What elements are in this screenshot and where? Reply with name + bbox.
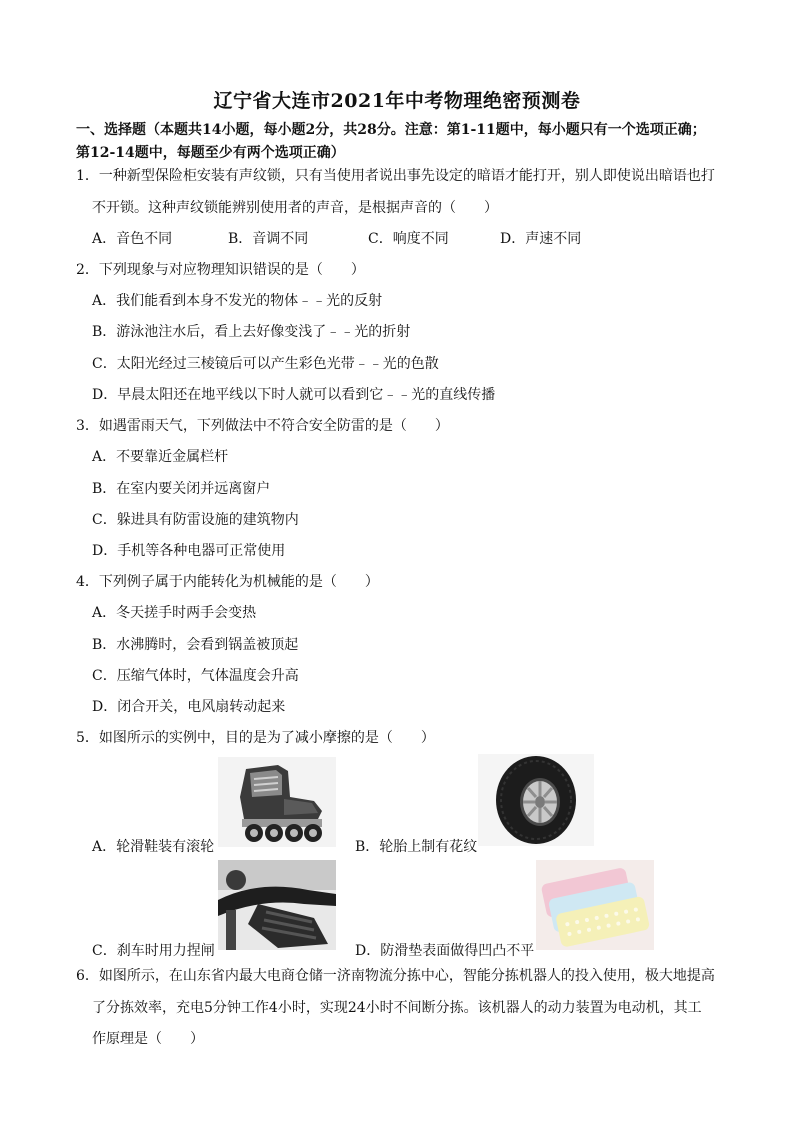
question-6-stem-cont: 了分拣效率，充电5分钟工作4小时，实现24小时不间断分拣。该机器人的动力装置为电动机，其工 xyxy=(92,1000,702,1016)
question-3-option-b: B．在室内要关闭并远离窗户 xyxy=(92,481,271,497)
question-1-stem: 1．一种新型保险柜安装有声纹锁，只有当使用者说出事先设定的暗语才能打开，别人即使说出暗语也打 xyxy=(76,168,715,184)
question-6-stem: 6．如图所示，在山东省内最大电商仓储一济南物流分拣中心，智能分拣机器人的投入使用，极大地提高 xyxy=(76,968,715,984)
question-1-stem-cont: 不开锁。这种声纹锁能辨别使用者的声音，是根据声音的（ ） xyxy=(92,200,498,216)
question-4-stem: 4．下列例子属于内能转化为机械能的是（ ） xyxy=(76,574,379,590)
question-2-option-c: C．太阳光经过三棱镜后可以产生彩色光带﹣﹣光的色散 xyxy=(92,356,439,372)
non-slip-mat-image xyxy=(536,860,654,950)
question-5-option-b: B．轮胎上制有花纹 xyxy=(355,839,478,855)
question-1-option-a: A．音色不同 xyxy=(92,231,173,247)
section-heading-line2: 第12-14题中，每题至少有两个选项正确） xyxy=(76,145,345,161)
question-3-option-a: A．不要靠近金属栏杆 xyxy=(92,449,229,465)
tire-image xyxy=(478,754,594,846)
question-5-stem: 5．如图所示的实例中，目的是为了减小摩擦的是（ ） xyxy=(76,730,435,746)
question-5-option-d: D．防滑垫表面做得凹凸不平 xyxy=(355,943,535,959)
question-4-option-a: A．冬天搓手时两手会变热 xyxy=(92,605,257,621)
bicycle-brake-image xyxy=(218,860,336,950)
question-1-option-b: B．音调不同 xyxy=(228,231,309,247)
question-4-option-b: B．水沸腾时，会看到锅盖被顶起 xyxy=(92,637,299,653)
question-2-option-d: D．早晨太阳还在地平线以下时人就可以看到它﹣﹣光的直线传播 xyxy=(92,387,496,403)
question-5-option-a: A．轮滑鞋装有滚轮 xyxy=(92,839,215,855)
question-2-stem: 2．下列现象与对应物理知识错误的是（ ） xyxy=(76,262,365,278)
inline-skate-image xyxy=(218,757,336,847)
question-3-stem: 3．如遇雷雨天气，下列做法中不符合安全防雷的是（ ） xyxy=(76,418,449,434)
question-6-stem-cont2: 作原理是（ ） xyxy=(92,1031,204,1047)
question-1-option-c: C．响度不同 xyxy=(368,231,449,247)
question-4-option-d: D．闭合开关，电风扇转动起来 xyxy=(92,699,286,715)
question-2-option-a: A．我们能看到本身不发光的物体﹣﹣光的反射 xyxy=(92,293,383,309)
question-5-option-c: C．刹车时用力捏闸 xyxy=(92,943,215,959)
section-heading-line1: 一、选择题（本题共14小题，每小题2分，共28分。注意：第1-11题中，每小题只有一个选项正确； xyxy=(76,122,706,138)
question-3-option-c: C．躲进具有防雷设施的建筑物内 xyxy=(92,512,299,528)
question-3-option-d: D．手机等各种电器可正常使用 xyxy=(92,543,286,559)
question-2-option-b: B．游泳池注水后，看上去好像变浅了﹣﹣光的折射 xyxy=(92,324,411,340)
question-4-option-c: C．压缩气体时，气体温度会升高 xyxy=(92,668,299,684)
question-1-option-d: D．声速不同 xyxy=(500,231,582,247)
exam-title: 辽宁省大连市2021年中考物理绝密预测卷 xyxy=(213,90,581,112)
